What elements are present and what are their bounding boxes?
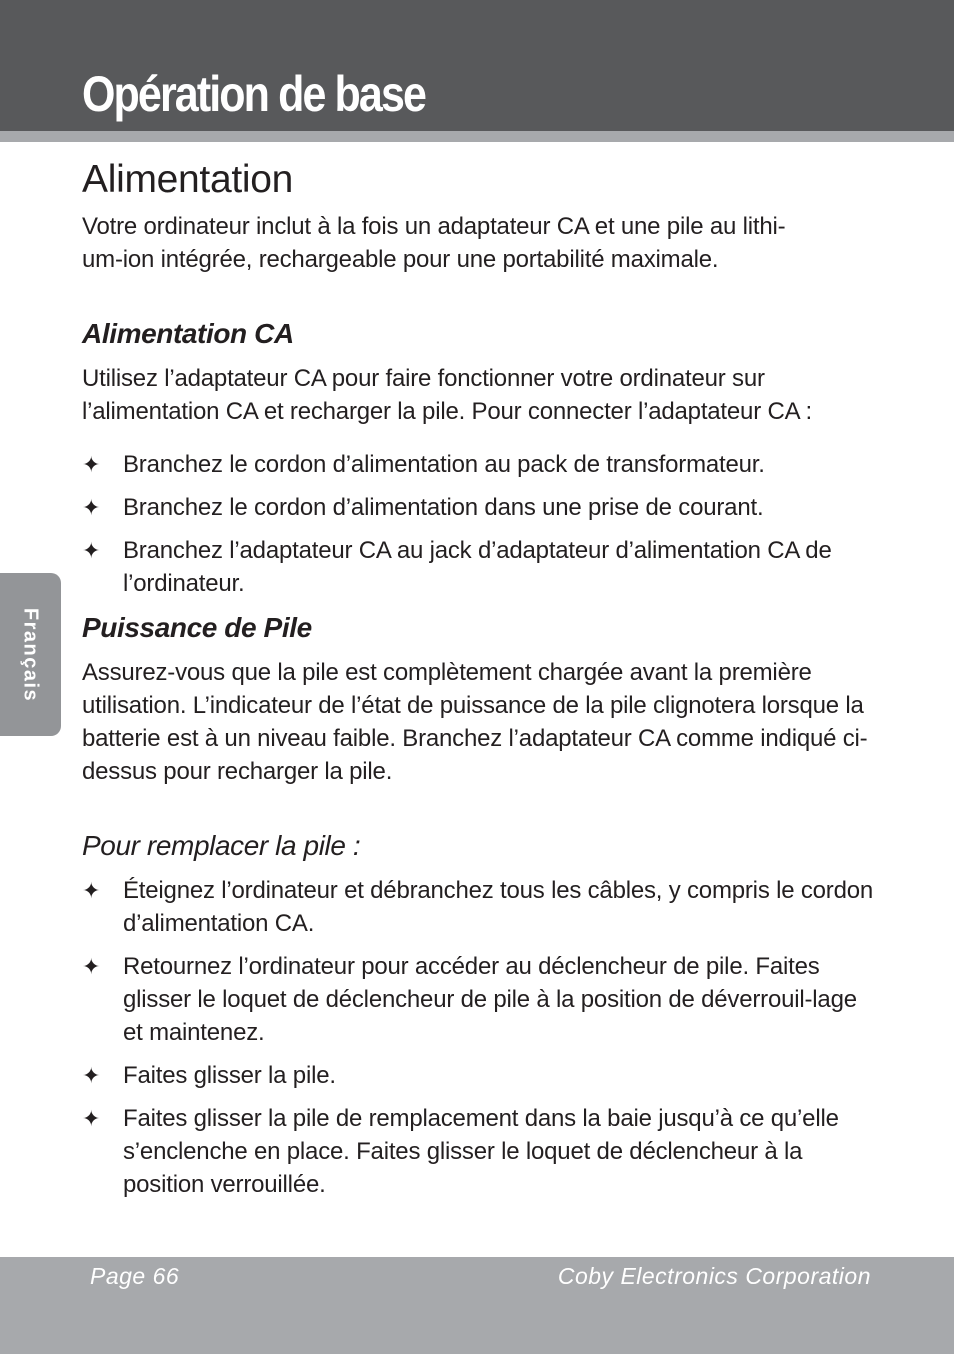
list-item-text: Faites glisser la pile de remplacement dans la baie jusqu’à ce qu’elle s’enclenche en place. Faites glisser le loquet de déclencheur à la position verrouillée. <box>123 1105 839 1198</box>
ac-power-text: Utilisez l’adaptateur CA pour faire fonctionner votre ordinateur sur l’alimentation CA et recharger la pile. Pour connecter l’adaptateur CA : <box>82 365 813 425</box>
page-title: Opération de base <box>82 66 426 122</box>
header-divider <box>0 131 954 142</box>
list-item <box>82 448 882 481</box>
ac-steps-list <box>82 448 882 600</box>
list-item <box>82 491 882 524</box>
list-item-text: Éteignez l’ordinateur et débranchez tous les câbles, y compris le cordon d’alimentation CA. <box>123 877 874 937</box>
list-item-text: Branchez l’adaptateur CA au jack d’adaptateur d’alimentation CA de l’ordinateur. <box>123 537 832 597</box>
battery-power-text: Assurez-vous que la pile est complètement chargée avant la première utilisation. L’indicateur de l’état de puissance de la pile clignotera lorsque la batterie est à un niveau faible. Branchez l’adaptateur CA comme indiqué ci-dessus pour recharger la pile. <box>82 659 868 785</box>
battery-power-heading: Puissance de Pile <box>82 612 312 643</box>
section-title: Alimentation <box>82 158 294 201</box>
list-item-text: Retournez l’ordinateur pour accéder au déclencheur de pile. Faites glisser le loquet de déclencheur de pile à la position de déverrouil-lage et maintenez. <box>123 953 857 1046</box>
replace-battery-heading: Pour remplacer la pile : <box>82 830 361 861</box>
star-bullet-icon: ✦ <box>82 1106 101 1131</box>
list-item <box>82 1059 882 1092</box>
star-bullet-icon: ✦ <box>82 538 101 563</box>
language-tab <box>0 573 61 736</box>
list-item-text: Branchez le cordon d’alimentation au pack de transformateur. <box>123 451 765 478</box>
star-bullet-icon: ✦ <box>82 1063 101 1088</box>
section-intro <box>82 210 882 276</box>
ac-power-heading: Alimentation CA <box>82 318 294 349</box>
language-tab-label: Français <box>19 607 42 703</box>
page-footer <box>0 1257 954 1354</box>
main-content <box>82 154 882 1211</box>
star-bullet-icon: ✦ <box>82 452 101 477</box>
star-bullet-icon: ✦ <box>82 878 101 903</box>
list-item-text: Branchez le cordon d’alimentation dans une prise de courant. <box>123 494 764 521</box>
star-bullet-icon: ✦ <box>82 954 101 979</box>
company-name: Coby Electronics Corporation <box>557 1263 871 1289</box>
section-intro-line-2: um-ion intégrée, rechargeable pour une portabilité maximale. <box>82 246 719 273</box>
section-intro-line-1: Votre ordinateur inclut à la fois un adaptateur CA et une pile au lithi- <box>82 213 786 240</box>
list-item <box>82 874 882 940</box>
star-bullet-icon: ✦ <box>82 495 101 520</box>
list-item <box>82 1102 882 1201</box>
list-item <box>82 950 882 1049</box>
list-item-text: Faites glisser la pile. <box>123 1062 336 1089</box>
page-number: Page 66 <box>90 1263 180 1289</box>
list-item <box>82 534 882 600</box>
replace-steps-list <box>82 874 882 1201</box>
